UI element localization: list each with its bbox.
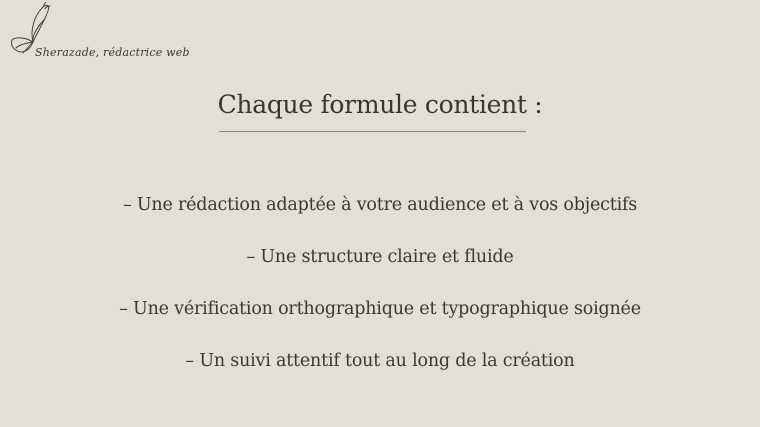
- list-item: – Une structure claire et fluide: [246, 247, 514, 267]
- feature-list: [0, 192, 760, 400]
- list-item: – Un suivi attentif tout au long de la création: [185, 351, 575, 371]
- brand-logo: [8, 2, 208, 66]
- list-item: – Une vérification orthographique et typographique soignée: [119, 299, 641, 319]
- page-title: Chaque formule contient :: [217, 90, 543, 119]
- title-underline: [219, 131, 526, 132]
- list-item: – Une rédaction adaptée à votre audience et à vos objectifs: [122, 195, 638, 215]
- brand-name: Sherazade, rédactrice web: [35, 46, 190, 59]
